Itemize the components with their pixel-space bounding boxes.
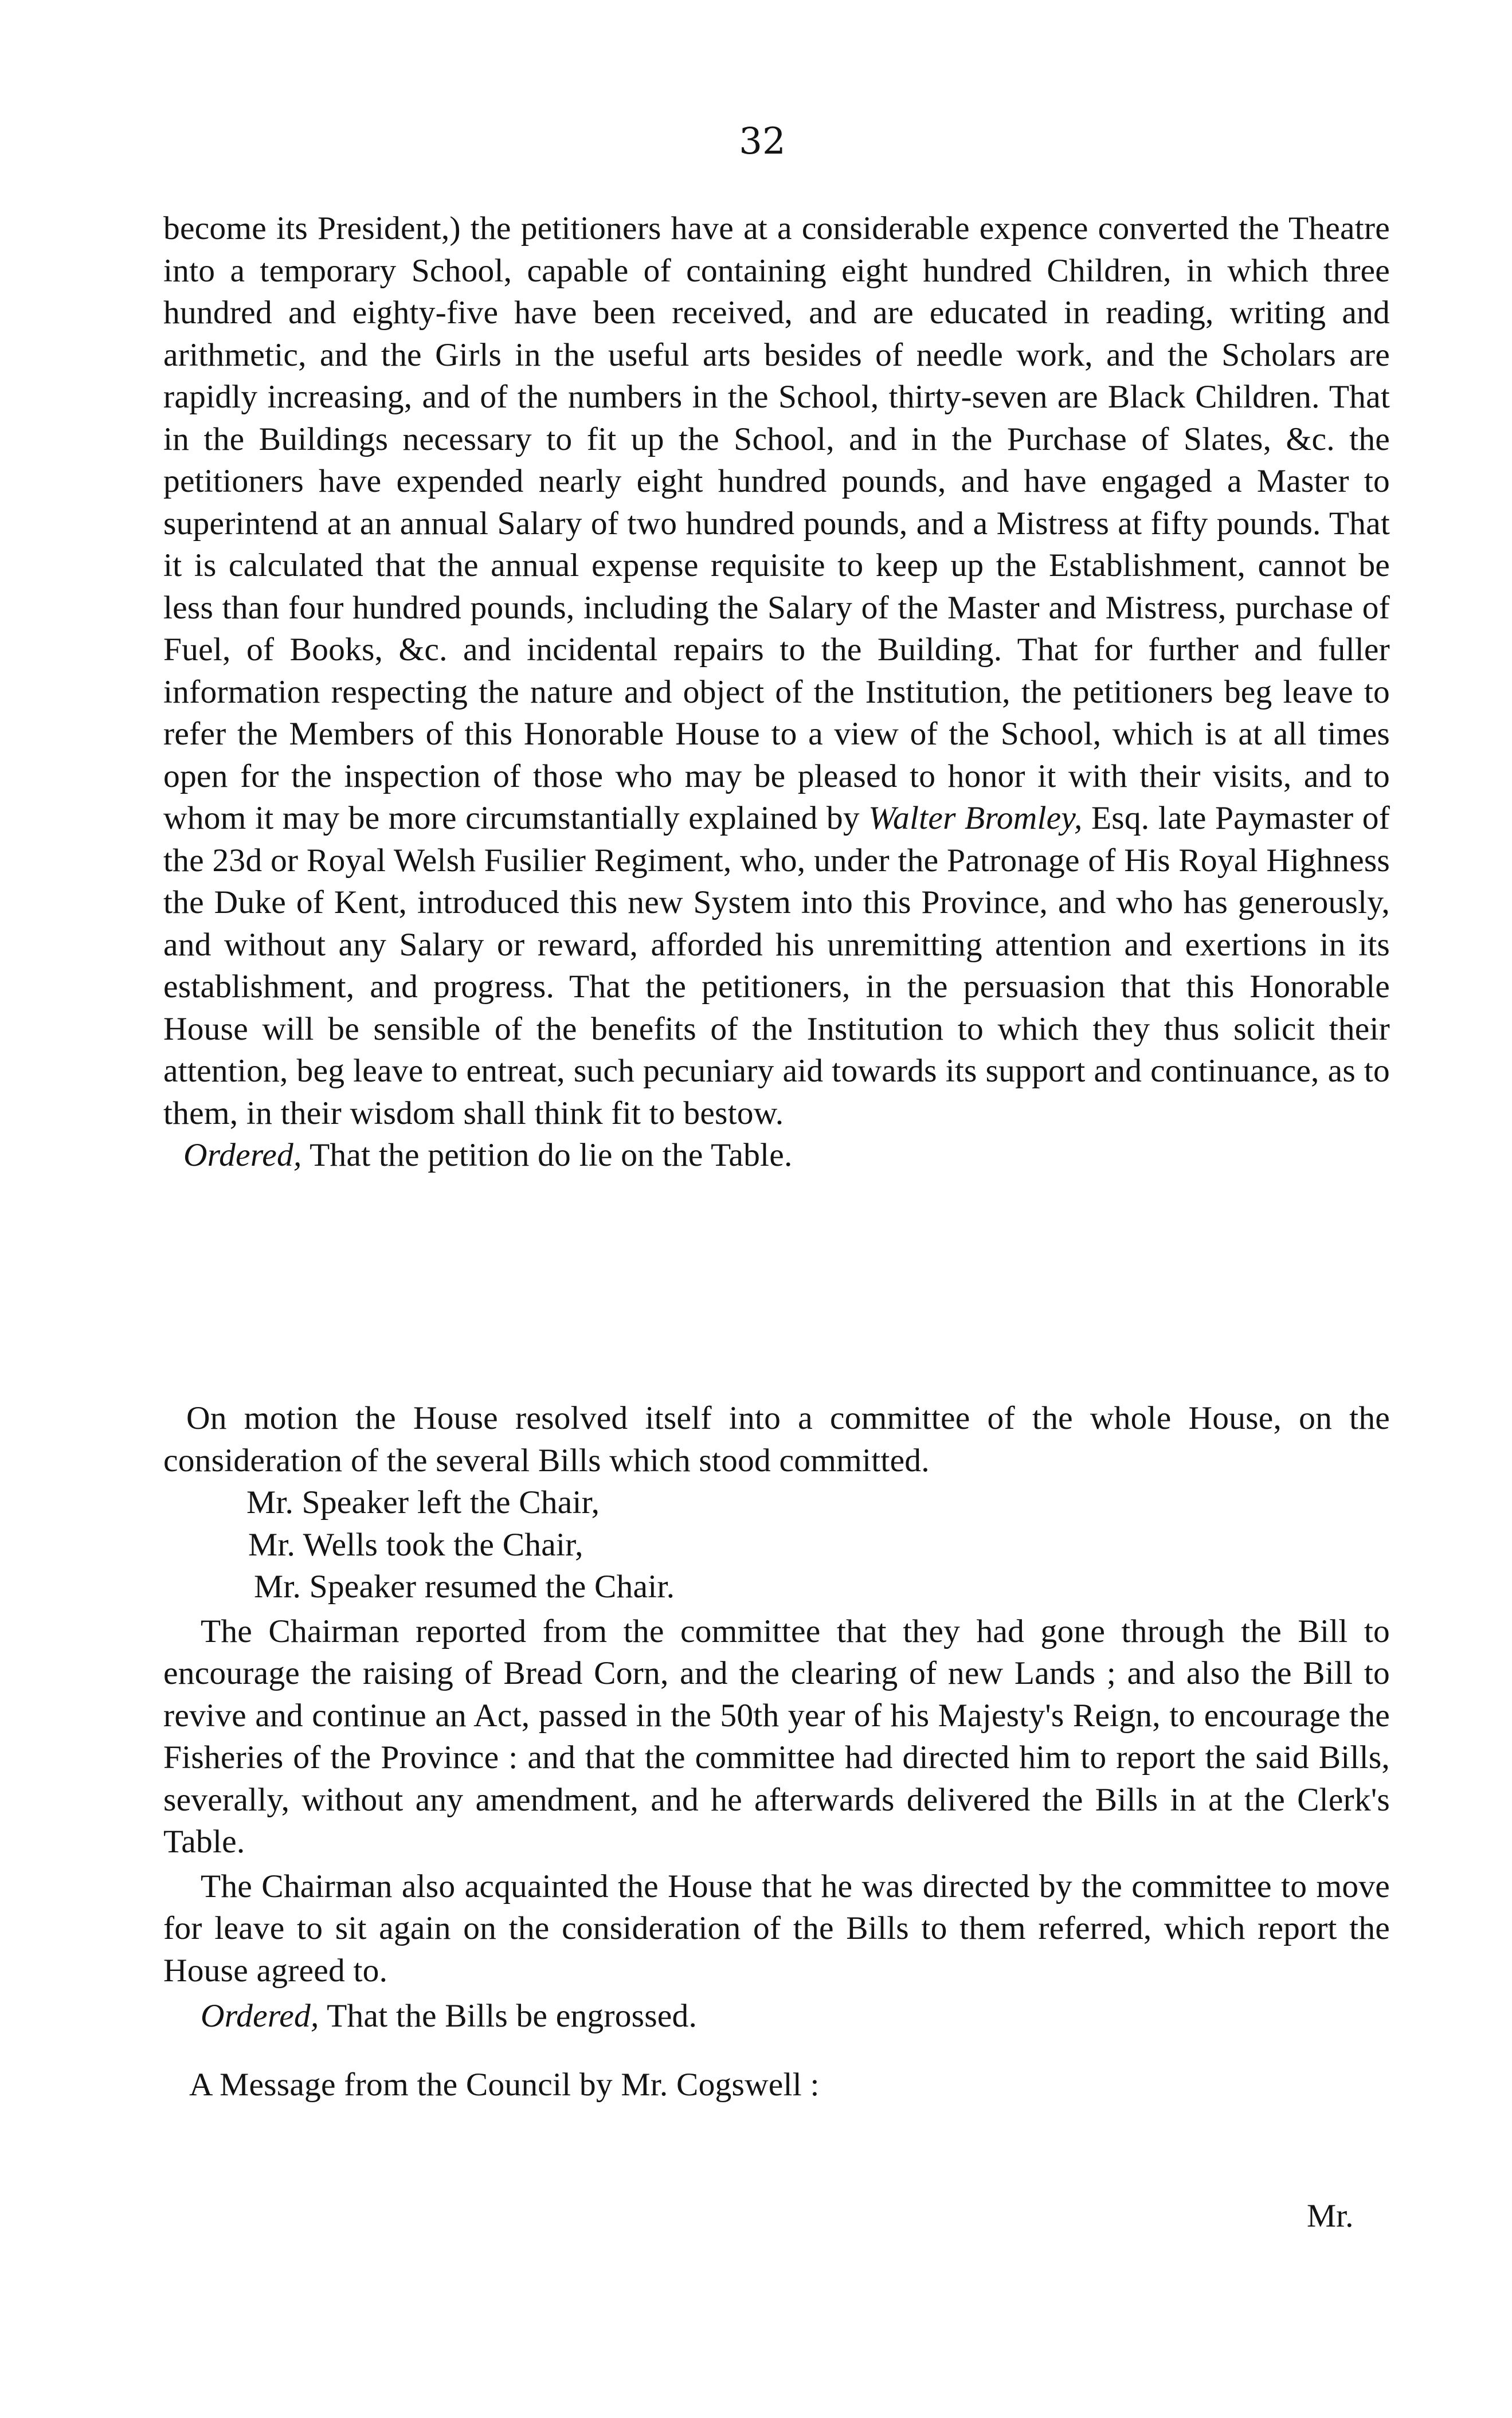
motion-paragraph: On motion the House resolved itself into a committee of the whole House, on the consideration of the several Bills which stood committed. (163, 1400, 1390, 1479)
ordered-label: Ordered, (183, 1137, 302, 1173)
speaker-resumed-line: Mr. Speaker resumed the Chair. (254, 1569, 675, 1605)
ordered-text: That the petition do lie on the Table. (310, 1137, 793, 1173)
chairman-leave-paragraph: The Chairman also acquainted the House that he was directed by the committee to move for leave to sit again on the consideration of the Bills to them referred, which report the House agreed to. (163, 1868, 1390, 1989)
chairman-report-paragraph: The Chairman reported from the committee that they had gone through the Bill to encourage the raising of Bread Corn, and the clearing of new Lands ; and also the Bill to revive and continue an Act, passed in the 50th year of his Majesty's Reign, to encourage the Fisheries of the Province : and that the committee had directed him to report the said Bills, severally, without any amendment, and he afterwards delivered the Bills in at the Clerk's Table. (163, 1613, 1390, 1860)
proceedings-block (163, 1397, 1390, 2106)
petition-text-block (163, 207, 1390, 1177)
ordered-text: That the Bills be engrossed. (327, 1998, 698, 2034)
wells-took-line: Mr. Wells took the Chair, (248, 1526, 583, 1563)
petition-body: become its President,) the petitioners have at a considerable expence converted the Theatre into a temporary School, capable of containing eight hundred Children, in which three hundred and eighty-five have been received, and are educated in reading, writing and arithmetic, and the Girls in the useful arts besides of needle work, and the Scholars are rapidly increasing, and of the numbers in the School, thirty-seven are Black Children. That in the Buildings necessary to fit up the School, and in the Purchase of Slates, &c. the petitioners have expended nearly eight hundred pounds, and have engaged a Master to superintend at an annual Salary of two hundred pounds, and a Mistress at fifty pounds. That it is calculated that the annual expense requisite to keep up the Establishment, cannot be less than four hundred pounds, including the Salary of the Master and Mistress, purchase of Fuel, of Books, &c. and incidental repairs to the Building. That for further and fuller information respecting the nature and object of the Institution, the petitioners beg leave to refer the Members of this Honorable House to a view of the School, which is at all times open for the inspection of those who may be pleased to honor it with their visits, and to whom it may be more circumstantially explained by (163, 210, 1390, 836)
petition-paragraph (163, 207, 1390, 1134)
catchword: Mr. (1307, 2198, 1354, 2234)
ordered-label: Ordered, (201, 1998, 319, 2034)
message-line: A Message from the Council by Mr. Cogswell : (189, 2066, 820, 2103)
speaker-left-line: Mr. Speaker left the Chair, (246, 1484, 600, 1520)
page-number: 32 (739, 120, 786, 163)
ordered-petition-line (163, 1134, 1390, 1177)
petition-body-continued: Esq. late Paymaster of the 23d or Royal Welsh Fusilier Regiment, who, under the Patronage of His Royal Highness the Duke of Kent, introduced this new System into this Province, and who has generously, and without any Salary or reward, afforded his unremitting attention and exertions in its establishment, and progress. That the petitioners, in the persuasion that this Honorable House will be sensible of the benefits of the Institution to which they thus solicit their attention, beg leave to entreat, such pecuniary aid towards its support and continuance, as to them, in their wisdom shall think fit to bestow. (163, 800, 1390, 1131)
walter-bromley-name: Walter Bromley, (868, 800, 1083, 836)
ordered-bills-line (163, 1995, 1390, 2037)
